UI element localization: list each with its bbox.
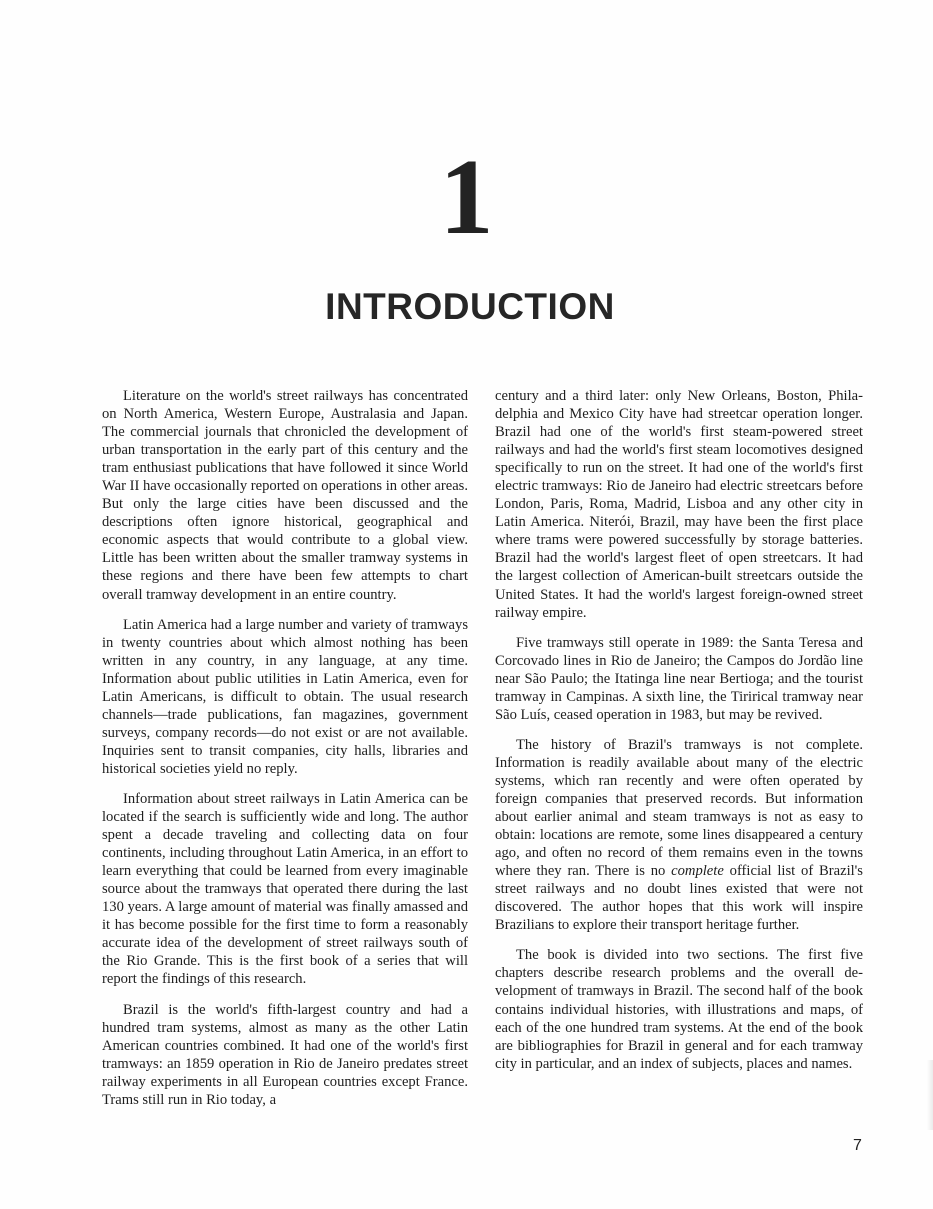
paragraph-literature: Literature on the world's street railways has concentrated on North America, Western Europe, Australasia and Japan. The commercial journals that chronicled the development of urban transportation in the early part of this century and the tram enthusiast publications that have followed it since World War II have occasionally reported on operations in other areas. But only the large cities have been discussed and the descriptions often ignore historical, geographical and economic aspects that would contribute to a global view. Little has been written about the smaller tramway systems in these regions and there have been few attempts to chart overall tramway development in an entire country. <box>102 388 468 603</box>
paragraph-brazil-continued: century and a third later: only New Orleans, Boston, Philadelphia and Mexico City have had streetcar operation longer. Brazil had one of the world's first steam-powered street railways and had the world's first steam locomotives designed specifically to run on the street. It had one of the world's first electric tramways: Rio de Janeiro had electric streetcars before London, Paris, Roma, Madrid, Lisboa and any other city in Latin America. Niterói, Brazil, may have been the first place where trams were powered successfully by storage batteries. Brazil had the world's largest fleet of open streetcars. It had the largest collection of American-built streetcars outside the United States. It had the world's largest foreign-owned street railway empire. <box>495 388 863 621</box>
paragraph-brazil: Brazil is the world's fifth-largest country and had a hundred tram systems, almost as many as the other Latin American countries combined. It had one of the world's first tramways: an 1859 operation in Rio de Janeiro predates street railway experiments in all European countries except France. Trams still run in Rio today, a <box>102 1001 468 1108</box>
paragraph-history <box>495 736 863 935</box>
right-column <box>495 387 863 1085</box>
chapter-number: 1 <box>439 138 494 257</box>
history-text-after: official list of Brazil's street railways and no doubt lines existed that were not discovered. The author hopes that this work will inspire Brazilians to explore their transport heritage further. <box>495 863 863 934</box>
paragraph-five-tramways: Five tramways still operate in 1989: the Santa Teresa and Corcovado lines in Rio de Janeiro; the Campos do Jordão line near São Paulo; the Itatinga line near Bertioga; and the tourist tramway in Campinas. A sixth line, the Tirirical tramway near São Luís, ceased operation in 1983, but may be revived. <box>495 634 863 723</box>
chapter-title: INTRODUCTION <box>325 286 615 327</box>
history-emphasis: complete <box>671 863 724 880</box>
scan-shadow <box>927 1060 933 1130</box>
left-column <box>102 387 468 1121</box>
page-number: 7 <box>853 1137 862 1154</box>
paragraph-book-structure: The book is divided into two sections. The first five chapters describe research problems and the overall development of tramways in Brazil. The second half of the book contains individual histories, with illustrations and maps, of each of the one hundred tram systems. At the end of the book are bibliographies for Brazil in general and for each tramway city in particular, and an index of subjects, places and names. <box>495 947 863 1072</box>
history-text-before: The history of Brazil's tramways is not complete. Information is readily available about many of the electric systems, which ran recently and were often operated by foreign companies that preserved records. But information about earlier animal and steam tramways is not as easy to obtain: locations are remote, some lines disappeared a century ago, and often no record of them remains even in the towns where they ran. There is no <box>495 736 863 880</box>
paragraph-latin-america: Latin America had a large number and variety of tramways in twenty countries about which almost nothing has been written in any country, in any language, at any time. Information about public utilities in Latin America, even for Latin Americans, is difficult to obtain. The usual research channels—trade publications, fan magazines, government surveys, company records—do not exist or are not available. Inquiries sent to transit companies, city halls, libraries and historical societies yield no reply. <box>102 616 468 777</box>
paragraph-information: Information about street railways in Latin America can be located if the search is sufficiently wide and long. The author spent a decade traveling and collecting data on four continents, including throughout Latin America, in an effort to learn everything that could be learned from every imaginable source about the tramways that operated there during the last 130 years. A large amount of material was finally amassed and it has become possible for the first time to form a reasonably accurate idea of the development of street railways south of the Rio Grande. This is the first book of a series that will report the findings of this research. <box>102 790 468 988</box>
